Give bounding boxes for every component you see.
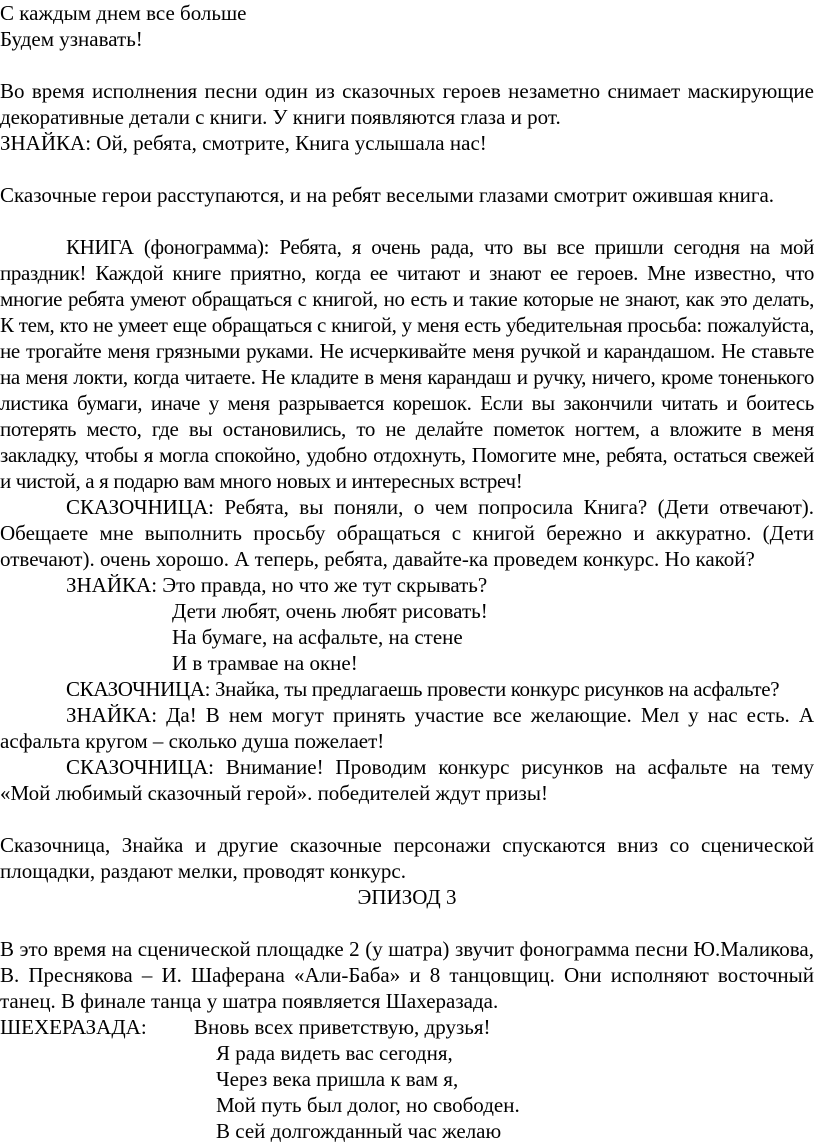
blank-line (0, 52, 814, 78)
blank-line (0, 156, 814, 182)
stage-direction: Сказочные герои расступаются, и на ребят веселыми глазами смотрит ожившая книга. (0, 183, 775, 207)
verse-line (0, 1014, 814, 1040)
song-line: Будем узнавать! (0, 27, 143, 51)
blank-line (0, 910, 814, 936)
dialogue-storyteller: СКАЗОЧНИЦА: Внимание! Проводим конкурс рисунков на асфальте на тему «Мой любимый сказочный герой». победителей ждут призы! (0, 755, 814, 805)
dialogue-znayka: ЗНАЙКА: Ой, ребята, смотрите, Книга услышала нас! (0, 131, 487, 155)
stage-direction: В это время на сценической площадке 2 (у шатра) звучит фонограмма песни Ю.Маликова, В. Преснякова – И. Шаферана «Али-Баба» и 8 танцовщиц. Они исполняют восточный танец. В финале танца у шатра появляется Шахеразада. (0, 937, 814, 1013)
dialogue-storyteller: СКАЗОЧНИЦА: Ребята, вы поняли, о чем попросила Книга? (Дети отвечают). Обещаете мне выполнить просьбу обращаться с книгой бережно и аккуратно. (Дети отвечают). очень хорошо. А теперь, ребята, давайте-ка проведем конкурс. Но какой? (0, 495, 814, 571)
verse-line: В сей долгожданный час желаю (216, 1119, 502, 1143)
blank-line (0, 806, 814, 832)
stage-direction: Во время исполнения песни один из сказочных героев незаметно снимает маскирующие декоративные детали с книги. У книги появляются глаза и рот. (0, 79, 814, 129)
verse-line: И в трамвае на окне! (172, 651, 358, 675)
episode-heading: ЭПИЗОД 3 (357, 885, 457, 909)
song-line: С каждым днем все больше (0, 1, 247, 25)
stage-direction: Сказочница, Знайка и другие сказочные персонажи спускаются вниз со сценической площадки, раздают мелки, проводят конкурс. (0, 833, 814, 883)
verse-text: Вновь всех приветствую, друзья! (194, 1015, 491, 1039)
dialogue-book: КНИГА (фонограмма): Ребята, я очень рада, что вы все пришли сегодня на мой праздник! Каждой книге приятно, когда ее читают и знают ее героев. Мне известно, что многие ребята умеют обращаться с книгой, но есть и такие которые не знают, как это делать, К тем, кто не умеет еще обращаться с книгой, у меня есть убедительная просьба: пожалуйста, не трогайте меня грязными руками. Не исчеркивайте меня ручкой и карандашом. Не ставьте на меня локти, когда читаете. Не кладите в меня карандаш и ручку, ничего, кроме тоненького листика бумаги, иначе у меня разрывается корешок. Если вы закончили читать и боитесь потерять место, где вы остановились, то не делайте пометок ногтем, а вложите в меня закладку, чтобы я могла спокойно, удобно отдохнуть, Помогите мне, ребята, остаться свежей и чистой, а я подарю вам много новых и интересных встреч! (0, 235, 814, 493)
verse-line: На бумаге, на асфальте, на стене (172, 625, 463, 649)
verse-line: Мой путь был долог, но свободен. (216, 1093, 520, 1117)
verse-line: Через века пришла к вам я, (216, 1067, 459, 1091)
verse-line: ЗНАЙКА: Это правда, но что же тут скрывать? (66, 573, 488, 597)
blank-line (0, 208, 814, 234)
verse-line: Дети любят, очень любят рисовать! (172, 599, 488, 623)
dialogue-znayka: ЗНАЙКА: Да! В нем могут принять участие все желающие. Мел у нас есть. А асфальта кругом – сколько душа пожелает! (0, 703, 814, 753)
dialogue-storyteller: СКАЗОЧНИЦА: Знайка, ты предлагаешь провести конкурс рисунков на асфальте? (66, 677, 780, 701)
speaker-name: ШЕХЕРАЗАДА: (0, 1015, 147, 1039)
verse-line: Я рада видеть вас сегодня, (216, 1041, 453, 1065)
